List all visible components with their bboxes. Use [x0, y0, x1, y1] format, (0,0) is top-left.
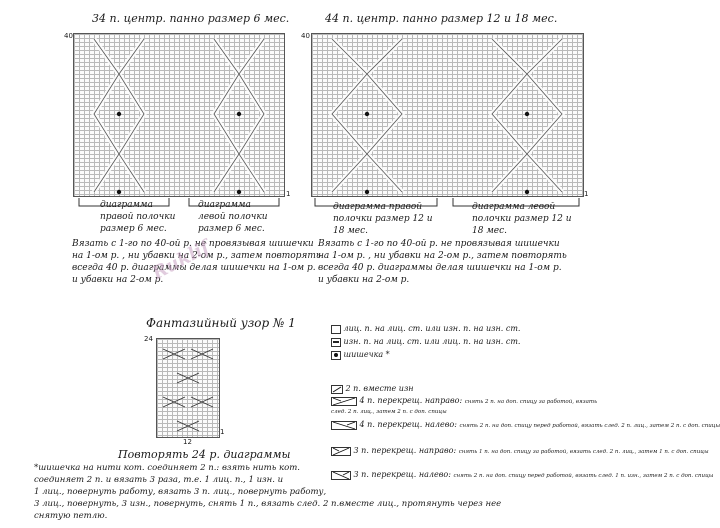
panel-12m-row-top: 40 — [301, 32, 310, 40]
panel-12m-chart — [311, 33, 584, 197]
bobble-icon — [331, 351, 341, 360]
panel-12m-instructions: Вязать с 1-го по 40-ой р. не провязывая шишечки на 1-ом р. , ни убавки на 2-ом р., затем повторять всегда 40 р. диаграммы делая шишечки на 1-ом р. и убавки на 2-ом р. — [318, 239, 567, 285]
cross-row-k2tog: 2 п. вместе изн — [331, 384, 414, 394]
cross-right-3-icon — [331, 447, 351, 456]
panel-6m-chart — [73, 33, 285, 197]
cross-left-4-icon — [331, 421, 357, 430]
fancy-row-top: 24 — [144, 335, 153, 343]
dash-square-icon — [331, 338, 341, 347]
fancy-row-bottom: 1 — [220, 428, 225, 436]
cross-row-left-4: 4 п. перекрещ. налево: снять 2 п. на доп. спицу перед работой, вязать след. 2 п. лиц., затем 2 п. с доп. спицы — [331, 420, 720, 430]
cross-right-4-icon — [331, 397, 357, 406]
k2tog-icon — [331, 385, 343, 394]
cross-row-left-3: 3 п. перекрещ. налево: снять 2 п. на доп. спицу перед работой, вязать след. 1 п. изн., затем 2 п. с доп. спицы — [331, 470, 713, 480]
panel-12m-title: 44 п. центр. панно размер 12 и 18 мес. — [325, 12, 558, 25]
legend-row-purl: изн. п. на лиц. ст. или лиц. п. на изн. ст. — [331, 337, 520, 347]
panel-6m-cables — [74, 34, 284, 196]
legend-row-knit: лиц. п. на лиц. ст. или изн. п. на изн. ст. — [331, 324, 520, 334]
panel-12m-cables — [312, 34, 583, 196]
fancy-chart — [156, 338, 220, 438]
panel-12m-label-right: диаграмма левой полочки размер 12 и 18 мес. — [472, 202, 572, 236]
panel-6m-instructions: Вязать с 1-го по 40-ой р. не провязывая шишечки на 1-ом р. , ни убавки на 2-ом р., затем повторять всегда 40 р. диаграммы делая шишечки на 1-ом р. и убавки на 2-ом р. — [72, 239, 321, 285]
panel-12m-row-bottom: 1 — [584, 190, 589, 198]
cross-row-right-4: 4 п. перекрещ. направо: снять 2 п. на доп. спицу за работой, вязать след. 2 п. лиц., затем 2 п. с доп. спицы — [331, 396, 598, 415]
panel-6m-label-right: диаграмма левой полочки размер 6 мес. — [198, 200, 268, 234]
fancy-repeat-note: Повторять 24 р. диаграммы — [118, 448, 291, 461]
cross-row-right-3: 3 п. перекрещ. направо: снять 1 п. на доп. спицу за работой, вязать след. 2 п. лиц., затем 1 п. с доп. спицы — [331, 446, 709, 456]
bobble-footnote: *шишечка на нити кот. соединяет 2 п.: взять нить кот. соединяет 2 п. и вязать 3 раза, т.е. 1 лиц. п., 1 изн. и 1 лиц., повернуть работу, вязать 3 п. лиц., повернуть работу, 3 лиц., повернуть, 3 изн., повернуть, снять 1 п., вязать след. 2 п.вместе лиц., протянуть через нее снятую петлю. — [34, 463, 502, 521]
fancy-stitch-count: 12 — [183, 438, 192, 446]
watermark: Ruklif — [148, 236, 214, 285]
panel-12m-label-left: диаграмма правой полочки размер 12 и 18 мес. — [333, 202, 433, 236]
panel-6m-row-bottom: 1 — [286, 190, 291, 198]
panel-6m-row-top: 40 — [64, 32, 73, 40]
fancy-cables — [157, 339, 219, 437]
panel-6m-title: 34 п. центр. панно размер 6 мес. — [92, 12, 290, 25]
empty-square-icon — [331, 325, 341, 334]
fancy-title: Фантазийный узор № 1 — [146, 316, 296, 330]
legend-row-bobble: шишечка * — [331, 350, 390, 360]
panel-6m-label-left: диаграмма правой полочки размер 6 мес. — [100, 200, 176, 234]
